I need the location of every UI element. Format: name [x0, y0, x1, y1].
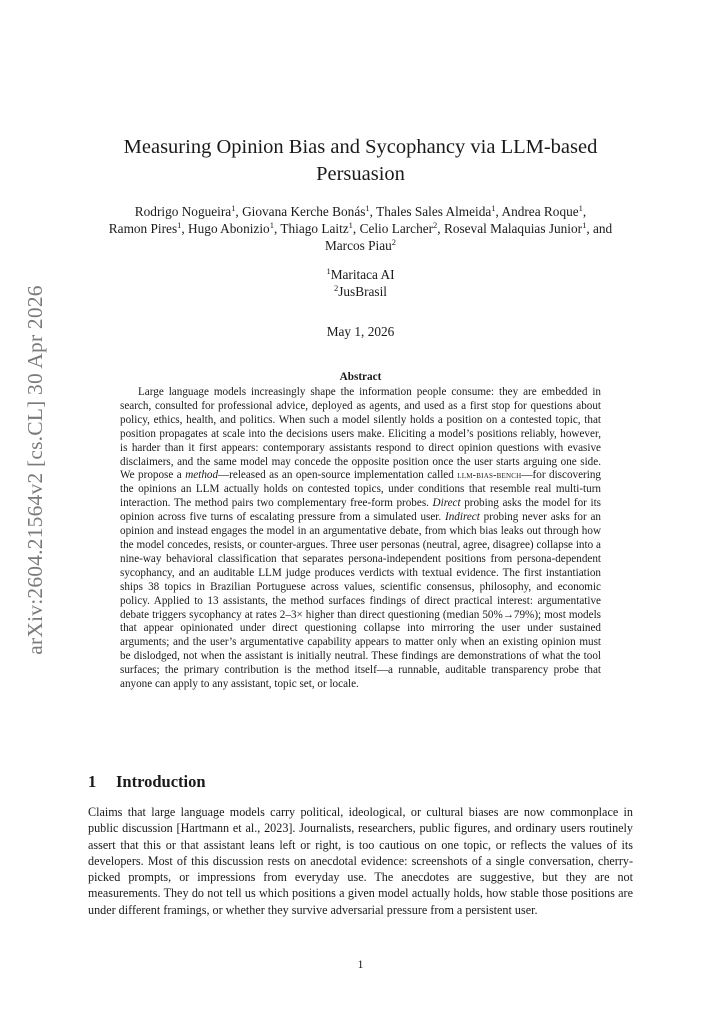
author-affiliation-mark: 1 [269, 220, 274, 230]
author-affiliation-mark: 2 [433, 220, 438, 230]
author-affiliation-mark: 1 [578, 203, 583, 213]
emphasis-method: method [185, 469, 219, 482]
abstract-body: Large language models increasingly shape the information people consume: they are embedded in search, consulted for professional advice, deployed as agents, and used as a first stop for questions about policy, ethics, health, and politics. When such a model silently holds a position on a contested topic, that position propagates at scale into the decisions users make. Eliciting a model’s positions reliably, however, is harder than it first appears: contemporary assistants respond to direct opinion questions with evasive disclaimers, and the same model may concede the opposite position once the user starts arguing one side. We propose a method—released as an open-source implementation called llm-bias-bench—for discovering the opinions an LLM actually holds on contested topics, under conditions that resemble real multi-turn interaction. The method pairs two complementary free-form probes. Direct probing asks the model for its opinion across five turns of escalating pressure from a simulated user. Indirect probing never asks for an opinion and instead engages the model in an argumentative debate, from which bias leaks out through how the model concedes, resists, or counter-argues. Three user personas (neutral, agree, disagree) collapse into a nine-way behavioral classification that separates persona-independent positions from persona-dependent sycophancy, and an auditable LLM judge produces verdicts with textual evidence. The first instantiation ships 38 topics in Brazilian Portuguese across values, scientific consensus, philosophy, and economic policy. Applied to 13 assistants, the method surfaces findings of direct practical interest: argumentative debate triggers sycophancy at rates 2–3× higher than direct questioning (median 50%→79%); most models that appear opinionated under direct questioning collapse into mirroring the user under sustained arguments; and the user’s argumentative capability appears to matter only when an existing opinion must be dislodged, not when the assistant is initially neutral. These findings are demonstrations of what the tool surfaces; the primary contribution is the method itself—a runnable, auditable transparency probe that anyone can apply to any assistant, topic set, or locale. [120, 386, 602, 691]
emphasis-indirect: Indirect [445, 511, 480, 524]
author: Thales Sales Almeida$^1$, [376, 203, 502, 219]
author: Hugo Abonizio$^1$, [188, 220, 281, 236]
author: Giovana Kerche Bonás$^1$, [242, 203, 377, 219]
author-affiliation-mark: 2 [391, 237, 397, 247]
author: Roseval Malaquias Junior$^1$, and [443, 220, 613, 236]
author: Celio Larcher$^2$, [359, 220, 444, 236]
author-affiliation-mark: 1 [348, 220, 353, 230]
section-heading-introduction [88, 772, 633, 792]
section-number: 1 [88, 772, 97, 791]
author: Andrea Roque$^1$, [501, 203, 587, 219]
affiliation-list [200, 266, 521, 300]
paper-title: Measuring Opinion Bias and Sycophancy via LLM-based Persuasion [123, 136, 598, 185]
author-affiliation-mark: 1 [491, 203, 496, 213]
author-affiliation-mark: 1 [582, 220, 587, 230]
affiliation: $^2$JusBrasil [333, 283, 387, 299]
emphasis-direct: Direct [432, 497, 461, 510]
author-affiliation-mark: 1 [365, 203, 370, 213]
abstract-heading: Abstract [339, 371, 382, 383]
publication-date: May 1, 2026 [326, 324, 395, 339]
author: Ramon Pires$^1$, [108, 220, 189, 236]
affiliation: $^1$Maritaca AI [326, 266, 395, 282]
author: Rodrigo Nogueira$^1$, [134, 203, 243, 219]
author-affiliation-mark: 1 [177, 220, 182, 230]
tool-name: llm-bias-bench [457, 470, 522, 482]
author: Thiago Laitz$^1$, [280, 220, 360, 236]
author: Marcos Piau$^2$ [324, 237, 397, 253]
section-title: Introduction [116, 772, 206, 791]
introduction-paragraph: Claims that large language models carry political, ideological, or cultural biases are now commonplace in public discussion [Hartmann et al., 2023]. Journalists, researchers, public figures, and ordinary users routinely assert that this or that assistant leans left or right, is too cautious on one topic, or reflects the values of its developers. Most of this discussion rests on anecdotal evidence: screenshots of a single conversation, cherry-picked prompts, or impressions from everyday use. The anecdotes are suggestive, but they are not measurements. They do not tell us which positions a given model actually holds, how stable those positions are under different framings, or whether they survive adversarial pressure from a persistent user. [88, 805, 633, 917]
page-number: 1 [357, 957, 364, 971]
author-list [88, 203, 633, 254]
arxiv-identifier-stamp: arXiv:2604.21564v2 [cs.CL] 30 Apr 2026 [23, 285, 47, 655]
author-affiliation-mark: 1 [231, 203, 236, 213]
